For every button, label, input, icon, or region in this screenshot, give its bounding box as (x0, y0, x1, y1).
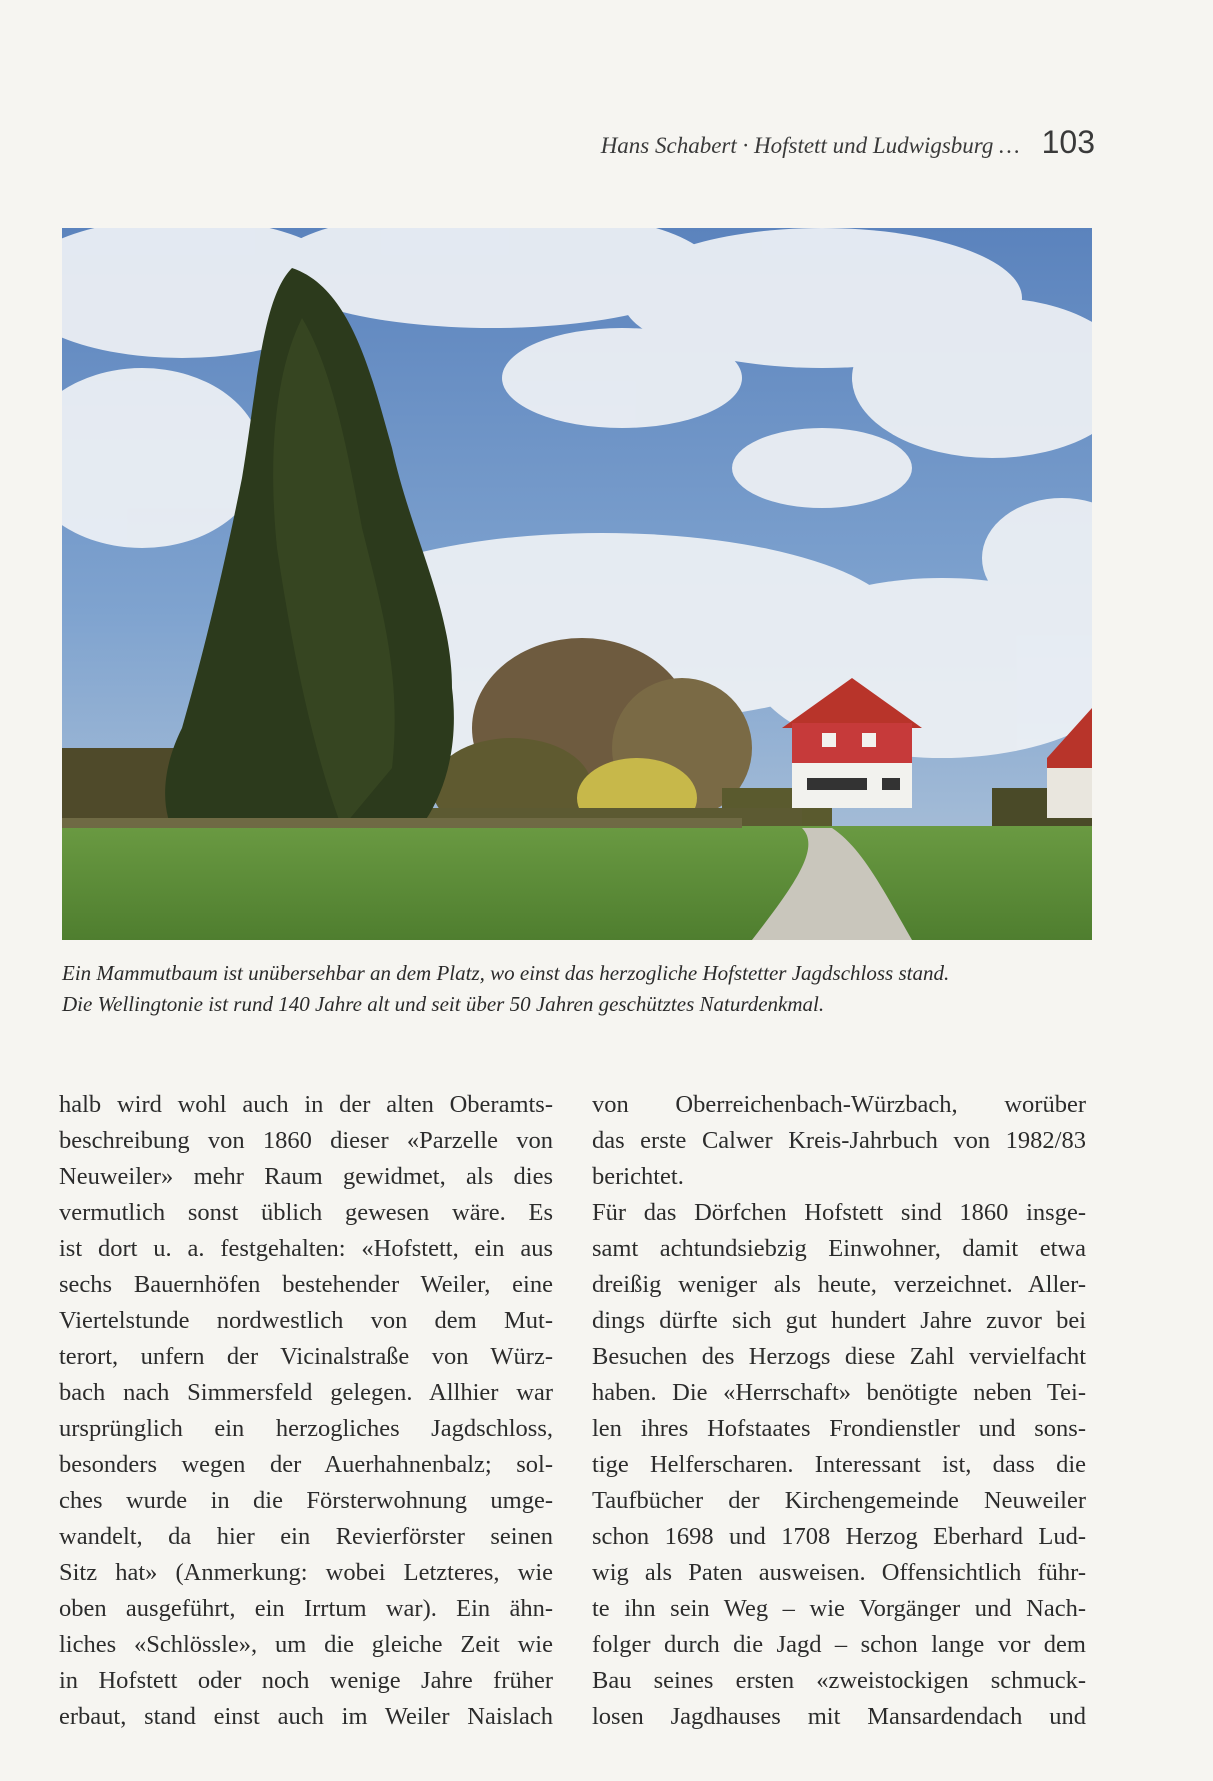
text-line: das erste Calwer Kreis-Jahrbuch von 1982/83 (592, 1127, 1086, 1154)
text-line: haben. Die «Herrschaft» benötigte neben Tei- (592, 1379, 1086, 1406)
text-line: samt achtundsiebzig Einwohner, damit etwa (592, 1235, 1086, 1262)
body-column-right (592, 1087, 1086, 1735)
text-line: vermutlich sonst üblich gewesen wäre. Es (59, 1199, 553, 1226)
page-number: 103 (1041, 124, 1095, 160)
text-line: Neuweiler» mehr Raum gewidmet, als dies (59, 1163, 553, 1190)
text-line: Viertelstunde nordwestlich von dem Mut- (59, 1307, 553, 1334)
text-line: von Oberreichenbach-Würzbach, worüber (592, 1091, 1086, 1118)
body-column-left (59, 1087, 553, 1735)
text-line: dreißig weniger als heute, verzeichnet. Aller- (592, 1271, 1086, 1298)
text-line: bach nach Simmersfeld gelegen. Allhier war (59, 1379, 553, 1406)
running-title: Hans Schabert · Hofstett und Ludwigsburg … (600, 133, 1020, 158)
text-line: ursprünglich ein herzogliches Jagdschloss, (59, 1415, 553, 1442)
text-line: folger durch die Jagd – schon lange vor dem (592, 1631, 1086, 1658)
text-line: berichtet. (592, 1163, 684, 1190)
text-line: in Hofstett oder noch wenige Jahre früher (59, 1667, 553, 1694)
text-line: erbaut, stand einst auch im Weiler Naislach (59, 1703, 553, 1730)
text-line: terort, unfern der Vicinalstraße von Würz- (59, 1343, 553, 1370)
text-line: len ihres Hofstaates Frondienstler und sons- (592, 1415, 1086, 1442)
text-line: beschreibung von 1860 dieser «Parzelle von (59, 1127, 553, 1154)
meadow (62, 826, 1092, 940)
text-line: sechs Bauernhöfen bestehender Weiler, eine (59, 1271, 553, 1298)
text-line: halb wird wohl auch in der alten Oberamts- (59, 1091, 553, 1118)
text-line: schon 1698 und 1708 Herzog Eberhard Lud- (592, 1523, 1086, 1550)
text-line: tige Helferscharen. Interessant ist, dass die (592, 1451, 1086, 1478)
text-line: oben ausgeführt, ein Irrtum war). Ein ähn- (59, 1595, 553, 1622)
text-line: losen Jagdhauses mit Mansardendach und (592, 1703, 1086, 1730)
text-line: te ihn sein Weg – wie Vorgänger und Nach- (592, 1595, 1086, 1622)
text-line: ist dort u. a. festgehalten: «Hofstett, ein aus (59, 1235, 553, 1262)
page-header (0, 124, 1095, 161)
caption-line: Die Wellingtonie ist rund 140 Jahre alt und seit über 50 Jahren geschütztes Naturdenkmal. (62, 992, 825, 1016)
text-line: Für das Dörfchen Hofstett sind 1860 insge- (592, 1199, 1086, 1226)
text-line: ches wurde in die Försterwohnung umge- (59, 1487, 553, 1514)
text-line: dings dürfte sich gut hundert Jahre zuvor bei (592, 1307, 1086, 1334)
photo-caption (62, 958, 1092, 1020)
text-line: liches «Schlössle», um die gleiche Zeit wie (59, 1631, 553, 1658)
text-line: besonders wegen der Auerhahnenbalz; sol- (59, 1451, 553, 1478)
text-line: Taufbücher der Kirchengemeinde Neuweiler (592, 1487, 1086, 1514)
text-line: Sitz hat» (Anmerkung: wobei Letzteres, wie (59, 1559, 553, 1586)
caption-line: Ein Mammutbaum ist unübersehbar an dem Platz, wo einst das herzogliche Hofstetter Jagdschloss stand. (62, 961, 950, 985)
mammoth-tree-photo (62, 228, 1092, 940)
text-line: wig als Paten ausweisen. Offensichtlich führ- (592, 1559, 1086, 1586)
text-line: wandelt, da hier ein Revierförster seinen (59, 1523, 553, 1550)
text-line: Besuchen des Herzogs diese Zahl vervielfacht (592, 1343, 1086, 1370)
text-line: Bau seines ersten «zweistockigen schmuck- (592, 1667, 1086, 1694)
